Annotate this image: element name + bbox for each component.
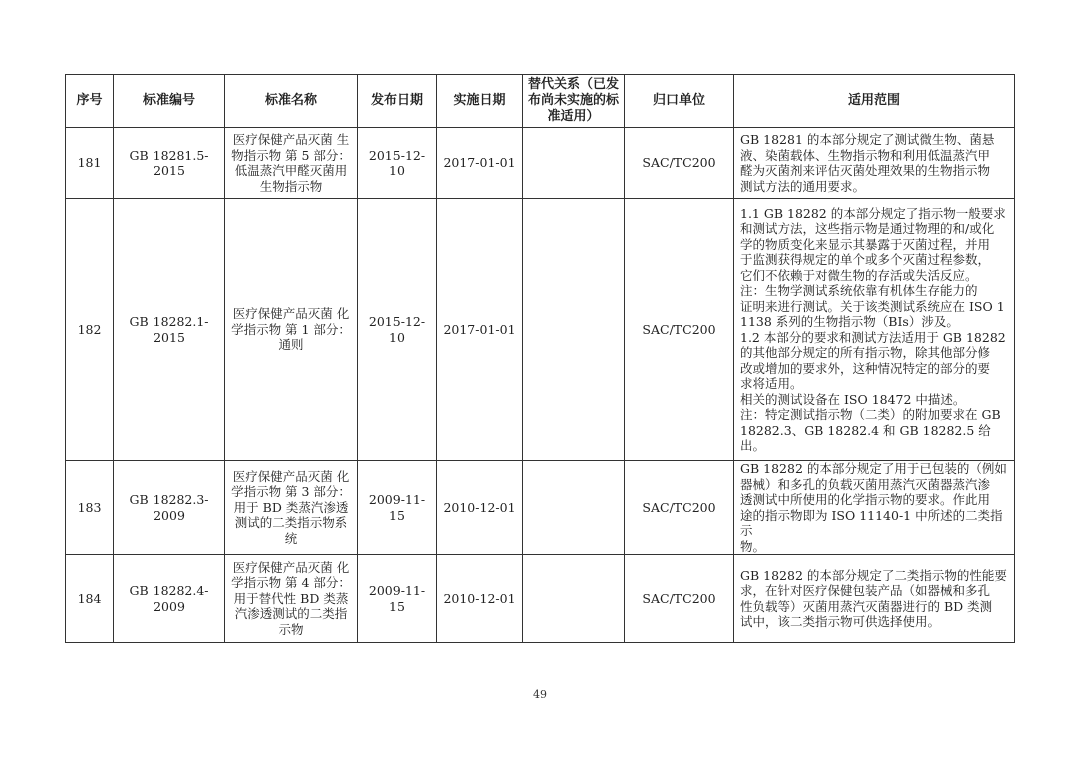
header-effective-date: 实施日期 [437, 75, 523, 128]
cell-scope [734, 461, 1015, 555]
scope-line: 求，在针对医疗保健包装产品（如器械和多孔 [740, 583, 991, 598]
cell-std-no: GB 18282.4-2009 [114, 555, 225, 643]
cell-publish-date: 2009-11-15 [358, 461, 437, 555]
scope-line: 求将适用。 [740, 376, 803, 391]
cell-publish-date: 2009-11-15 [358, 555, 437, 643]
cell-std-name: 医疗保健产品灭菌 化学指示物 第 1 部分：通则 [225, 199, 358, 461]
scope-line: 物。 [740, 538, 766, 554]
scope-line: 于监测获得规定的单个或多个灭菌过程参数， [740, 252, 991, 267]
scope-line: 和测试方法，这些指示物是通过物理的和/或化 [740, 221, 995, 236]
cell-publish-date: 2015-12-10 [358, 128, 437, 199]
table-row [66, 461, 1015, 555]
table-row [66, 128, 1015, 199]
header-unit: 归口单位 [625, 75, 734, 128]
cell-replace-relation [523, 555, 625, 643]
scope-line: 醛为灭菌剂来评估灭菌处理效果的生物指示物 [740, 163, 991, 178]
scope-line: GB 18281 的本部分规定了测试微生物、菌悬 [740, 132, 995, 147]
scope-line: 测试方法的通用要求。 [740, 178, 866, 194]
scope-line: 1138 系列的生物指示物（BIs）涉及。 [740, 314, 959, 329]
scope-line: 透测试中所使用的化学指示物的要求。作此用 [740, 492, 991, 507]
header-std-name: 标准名称 [225, 75, 358, 128]
cell-std-name: 医疗保健产品灭菌 化学指示物 第 4 部分：用于替代性 BD 类蒸汽渗透测试的二类指示物 [225, 555, 358, 643]
cell-unit: SAC/TC200 [625, 461, 734, 555]
cell-seq: 183 [66, 461, 114, 555]
scope-line: 性负载等）灭菌用蒸汽灭菌器进行的 BD 类测 [740, 598, 993, 614]
scope-line: 学的物质变化来显示其暴露于灭菌过程，并用 [740, 236, 991, 252]
cell-publish-date: 2015-12-10 [358, 199, 437, 461]
cell-std-name: 医疗保健产品灭菌 化学指示物 第 3 部分：用于 BD 类蒸汽渗透测试的二类指示物系统 [225, 461, 358, 555]
scope-line: 证明来进行测试。关于该类测试系统应在 ISO 1 [740, 298, 1005, 314]
cell-effective-date: 2017-01-01 [437, 199, 523, 461]
cell-seq: 184 [66, 555, 114, 643]
scope-line: 改或增加的要求外，这种情况特定的部分的要 [740, 360, 991, 376]
header-replace-relation: 替代关系（已发布尚未实施的标准适用） [523, 75, 625, 128]
scope-line: 注：特定测试指示物（二类）的附加要求在 GB [740, 407, 1001, 422]
header-seq: 序号 [66, 75, 114, 128]
cell-unit: SAC/TC200 [625, 555, 734, 643]
scope-line: 途的指示物即为 ISO 11140-1 中所述的二类指示 [740, 507, 1003, 538]
scope-line: 的其他部分规定的所有指示物，除其他部分修 [740, 345, 991, 360]
cell-std-no: GB 18281.5-2015 [114, 128, 225, 199]
scope-line: 试中，该二类指示物可供选择使用。 [740, 614, 941, 629]
scope-line: 器械）和多孔的负载灭菌用蒸汽灭菌器蒸汽渗 [740, 476, 991, 492]
table-row [66, 555, 1015, 643]
scope-line: GB 18282 的本部分规定了用于已包装的（例如 [740, 461, 1007, 476]
scope-line: 1.2 本部分的要求和测试方法适用于 GB 18282 [740, 329, 1006, 345]
cell-scope [734, 555, 1015, 643]
cell-scope [734, 128, 1015, 199]
header-scope: 适用范围 [734, 75, 1015, 128]
cell-replace-relation [523, 461, 625, 555]
scope-line: 注：生物学测试系统依靠有机体生存能力的 [740, 283, 978, 298]
scope-line: 它们不依赖于对微生物的存活或失活反应。 [740, 267, 978, 283]
header-publish-date: 发布日期 [358, 75, 437, 128]
header-std-no: 标准编号 [114, 75, 225, 128]
cell-std-name: 医疗保健产品灭菌 生物指示物 第 5 部分：低温蒸汽甲醛灭菌用生物指示物 [225, 128, 358, 199]
cell-std-no: GB 18282.1-2015 [114, 199, 225, 461]
standards-table [65, 74, 1015, 643]
cell-std-no: GB 18282.3-2009 [114, 461, 225, 555]
scope-line: 18282.3、GB 18282.4 和 GB 18282.5 给出。 [740, 422, 991, 453]
table-body [66, 128, 1015, 643]
scope-line: 相关的测试设备在 ISO 18472 中描述。 [740, 391, 966, 407]
table-header-row [66, 75, 1015, 128]
cell-seq: 182 [66, 199, 114, 461]
cell-scope [734, 199, 1015, 461]
cell-effective-date: 2010-12-01 [437, 555, 523, 643]
cell-effective-date: 2010-12-01 [437, 461, 523, 555]
scope-line: 液、染菌载体、生物指示物和利用低温蒸汽甲 [740, 147, 991, 163]
cell-effective-date: 2017-01-01 [437, 128, 523, 199]
table-row [66, 199, 1015, 461]
cell-unit: SAC/TC200 [625, 128, 734, 199]
cell-unit: SAC/TC200 [625, 199, 734, 461]
scope-line: 1.1 GB 18282 的本部分规定了指示物一般要求 [740, 205, 1006, 221]
cell-replace-relation [523, 128, 625, 199]
page-number: 49 [533, 688, 547, 701]
scope-line: GB 18282 的本部分规定了二类指示物的性能要 [740, 567, 1007, 583]
cell-seq: 181 [66, 128, 114, 199]
cell-replace-relation [523, 199, 625, 461]
